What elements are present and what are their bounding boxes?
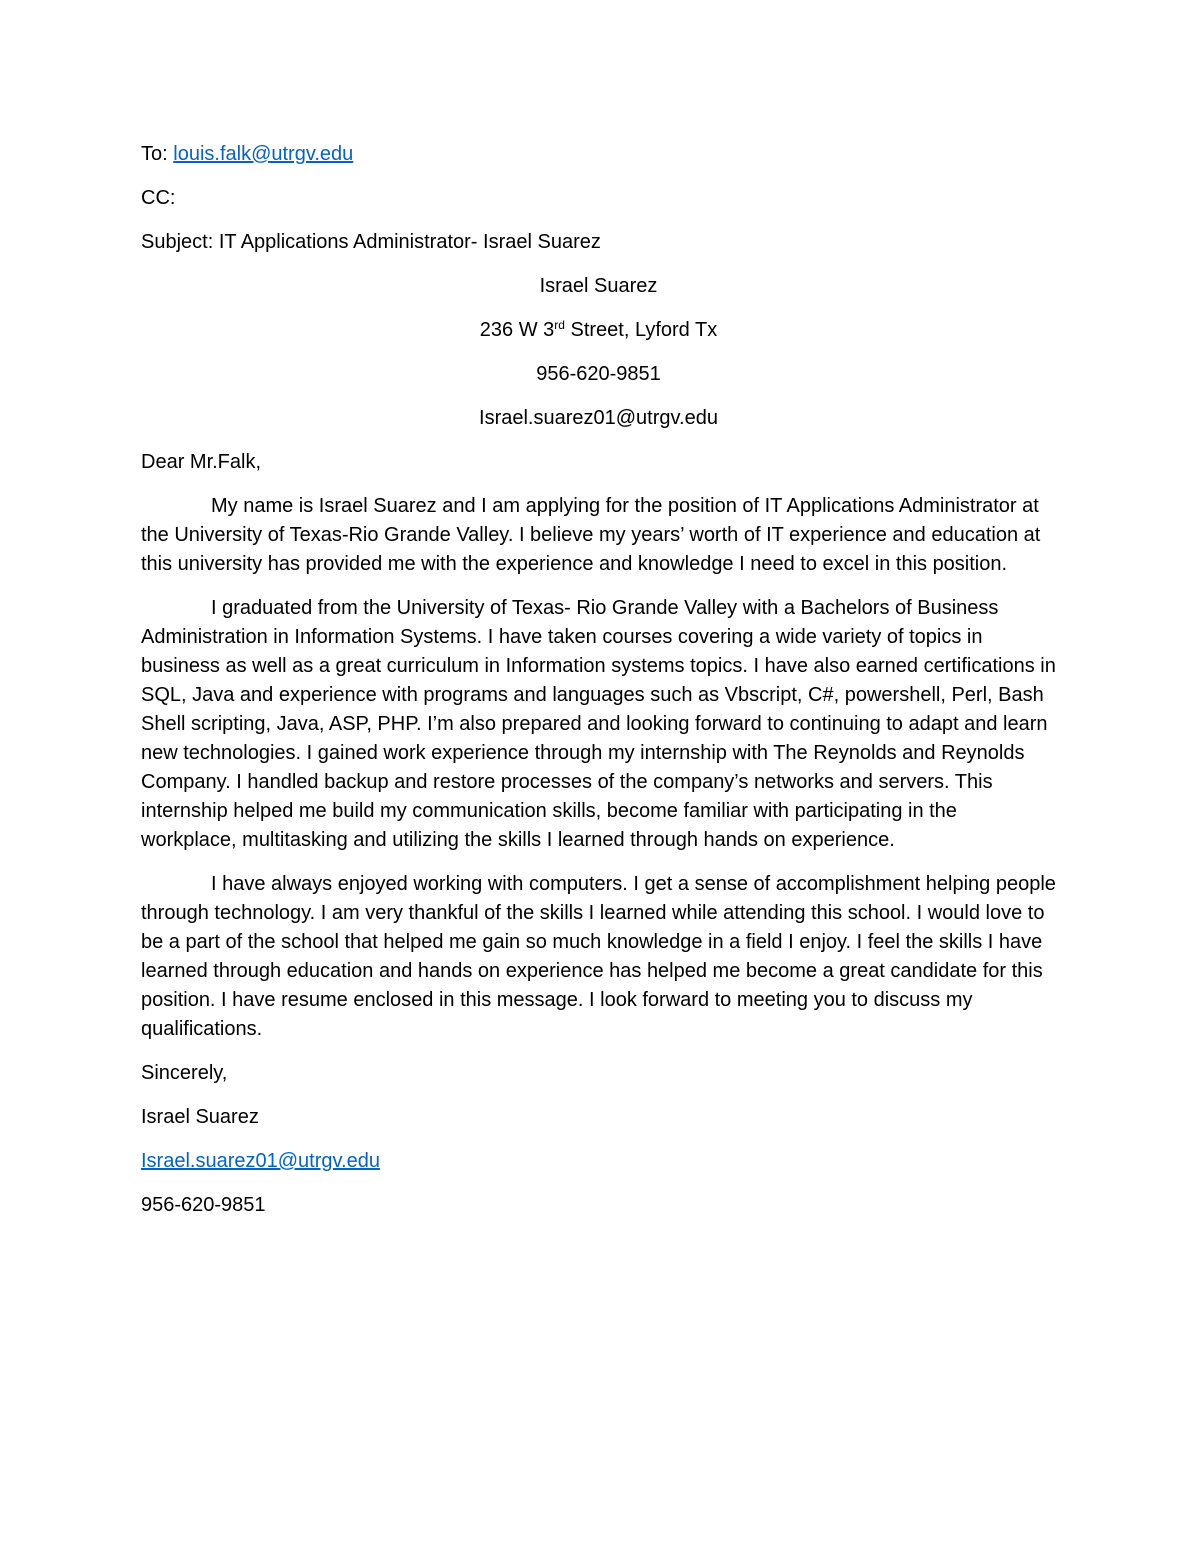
to-label: To: — [141, 143, 168, 165]
cc-line — [141, 184, 1056, 213]
subject-label: Subject: — [141, 231, 214, 253]
to-line — [141, 140, 1056, 169]
closing-phone: 956-620-9851 — [141, 1194, 266, 1216]
address-suffix: Street, Lyford Tx — [564, 319, 718, 341]
salutation: Dear Mr.Falk, — [141, 451, 262, 473]
body-paragraph-3: I have always enjoyed working with computers. I get a sense of accomplishment helping people through technology. I am very thankful of the skills I learned while attending this school. I would love to be a part of the school that helped me gain so much knowledge in a field I enjoy. I feel the skills I have learned through education and hands on experience has helped me become a great candidate for this position. I have resume enclosed in this message. I look forward to meeting you to discuss my qualifications. — [141, 873, 1056, 1040]
letter-page — [141, 140, 1056, 1235]
sender-phone: 956-620-9851 — [536, 363, 661, 385]
sender-email: Israel.suarez01@utrgv.edu — [479, 407, 718, 429]
closing-email-link[interactable]: Israel.suarez01@utrgv.edu — [141, 1150, 380, 1172]
subject-line — [141, 228, 1056, 257]
address-prefix: 236 W 3 — [479, 319, 555, 341]
closing-name: Israel Suarez — [141, 1106, 259, 1128]
closing-email-line — [141, 1147, 1056, 1176]
sign-off: Sincerely, — [141, 1062, 228, 1084]
subject-text: IT Applications Administrator- Israel Suarez — [218, 231, 601, 253]
sender-name: Israel Suarez — [539, 275, 658, 297]
cc-label: CC: — [141, 187, 176, 209]
to-email-link[interactable]: louis.falk@utrgv.edu — [173, 143, 354, 165]
body-paragraph-1: My name is Israel Suarez and I am applying for the position of IT Applications Administrator at the University of Texas-Rio Grande Valley. I believe my years’ worth of IT experience and education at this university has provided me with the experience and knowledge I need to excel in this position. — [141, 495, 1041, 575]
address-superscript: rd — [554, 318, 565, 332]
body-paragraph-2: I graduated from the University of Texas- Rio Grande Valley with a Bachelors of Business Administration in Information Systems. I have taken courses covering a wide variety of topics in business as well as a great curriculum in Information systems topics. I have also earned certifications in SQL, Java and experience with programs and languages such as Vbscript, C#, powershell, Perl, Bash Shell scripting, Java, ASP, PHP. I’m also prepared and looking forward to continuing to adapt and learn new technologies. I gained work experience through my internship with The Reynolds and Reynolds Company. I handled backup and restore processes of the company’s networks and servers. This internship helped me build my communication skills, become familiar with participating in the workplace, multitasking and utilizing the skills I learned through hands on experience. — [141, 597, 1056, 851]
sender-address — [141, 316, 1056, 345]
